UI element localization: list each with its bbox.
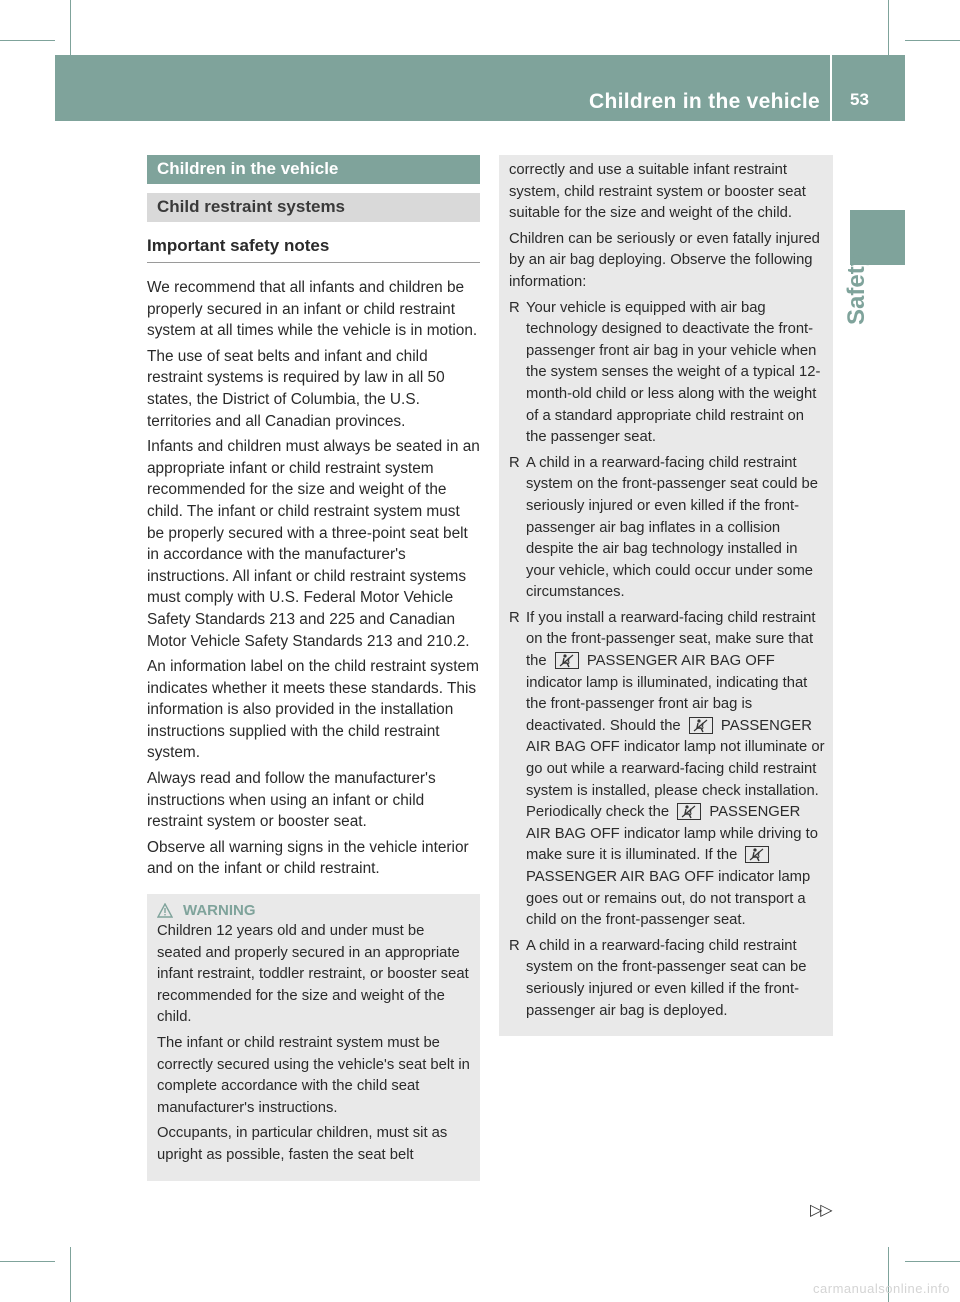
bullet-text: A child in a rearward-facing child restraint system on the front-passenger seat could be seriously injured or even killed if the front-passenger air bag inflates in a collision despite the air bag technology installed in your vehicle, which could occur under some circumstances. (526, 454, 818, 601)
crop-mark (70, 0, 71, 55)
bullet-text: Your vehicle is equipped with air bag technology designed to deactivate the front-passenger front air bag in your vehicle when the system senses the weight of a typical 12-month-old child or less along with the weight of a standard appropriate child restraint on the passenger seat. (526, 299, 821, 446)
bullet-text-part: If you install a rearward-facing child restraint on the front-passenger seat, make sure that the (526, 609, 816, 670)
bullet-text-part: PASSENGER AIR BAG OFF indicator lamp not illuminate or go out while a rearward-facing child restraint system is installed, please check installation. Periodically check the (526, 717, 825, 821)
bullet-text-part: PASSENGER AIR BAG OFF indicator lamp goes out or remains out, do not transport a child on the front-passenger seat. (526, 869, 811, 929)
bullet-text-part: PASSENGER AIR BAG OFF indicator lamp is illuminated, indicating that the front-passenger front air bag is deactivated. Should the (526, 653, 808, 734)
list-item (509, 936, 825, 1022)
list-item (509, 298, 825, 449)
warning-paragraph: Occupants, in particular children, must sit as upright as possible, fasten the seat belt (157, 1125, 448, 1163)
paragraph: Always read and follow the manufacturer's instructions when using an infant or child restraint system or booster seat. (147, 770, 436, 831)
header-title: Children in the vehicle (589, 90, 820, 113)
paragraph: Children can be seriously or even fatally injured by an air bag deploying. Observe the following information: (509, 230, 820, 290)
passenger-airbag-off-icon (689, 717, 713, 734)
page-number: 53 (850, 90, 869, 109)
subsection-title: Child restraint systems (147, 193, 480, 222)
left-column (147, 155, 480, 1181)
heading: Important safety notes (147, 236, 480, 263)
watermark: carmanualsonline.info (813, 1281, 950, 1296)
bullet-text (526, 608, 825, 932)
warning-paragraph: The infant or child restraint system must be correctly secured using the vehicle's seat belt in complete accordance with the child seat manufacturer's instructions. (157, 1035, 470, 1116)
passenger-airbag-off-icon (677, 803, 701, 820)
crop-mark (0, 40, 55, 41)
warning-box (147, 894, 480, 1181)
continue-arrows-icon: ▷▷ (810, 1202, 831, 1219)
warning-title-text: WARNING (183, 902, 256, 920)
list-item (509, 608, 825, 932)
bullet-symbol: R (509, 299, 520, 316)
crop-mark (0, 1261, 55, 1262)
warning-title (157, 902, 472, 919)
crop-mark (905, 40, 960, 41)
warning-triangle-icon (157, 903, 173, 918)
crop-mark (70, 1247, 71, 1302)
passenger-airbag-off-icon (745, 846, 769, 863)
bullet-text-part: PASSENGER AIR BAG OFF indicator lamp while driving to make sure it is illuminated. If the (526, 804, 818, 864)
right-column-warning-continued (499, 155, 833, 1036)
warning-paragraph: Children 12 years old and under must be seated and properly secured in an appropriate infant restraint, toddler restraint, or booster seat recommended for the size and weight of the child. (157, 923, 469, 1026)
crop-mark (905, 1261, 960, 1262)
body-text (147, 277, 480, 880)
crop-mark (888, 0, 889, 55)
section-title: Children in the vehicle (147, 155, 480, 184)
paragraph: The use of seat belts and infant and child restraint systems is required by law in all 50 states, the District of Columbia, the U.S. territories and all Canadian provinces. (147, 347, 445, 430)
paragraph: correctly and use a suitable infant restraint system, child restraint system or booster seat suitable for the size and weight of the child. (509, 162, 806, 222)
list-item (509, 453, 825, 604)
header-separator (830, 55, 832, 121)
bullet-symbol: R (509, 937, 520, 954)
paragraph: We recommend that all infants and children be properly secured in an infant or child restraint system at all times while the vehicle is in motion. (147, 279, 478, 340)
paragraph: Infants and children must always be seated in an appropriate infant or child restraint system recommended for the size and weight of the child. The infant or child restraint system must be properly secured with a three-point seat belt in accordance with the manufacturer's instructions. All infant or child restraint systems must comply with U.S. Federal Motor Vehicle Safety Standards 213 and 225 and Canadian Motor Vehicle Safety Standards 213 and 210.2. (147, 438, 480, 650)
bullet-symbol: R (509, 454, 520, 471)
paragraph: Observe all warning signs in the vehicle interior and on the infant or child restraint. (147, 838, 469, 878)
paragraph: An information label on the child restraint system indicates whether it meets these standards. This information is also provided in the installation instructions supplied with the child restraint system. (147, 658, 479, 762)
bullet-text: A child in a rearward-facing child restraint system on the front-passenger seat can be seriously injured or even killed if the front-passenger air bag is deployed. (526, 937, 807, 1019)
passenger-airbag-off-icon (555, 652, 579, 669)
side-tab-label: Safety (843, 252, 870, 325)
bullet-symbol: R (509, 609, 520, 626)
